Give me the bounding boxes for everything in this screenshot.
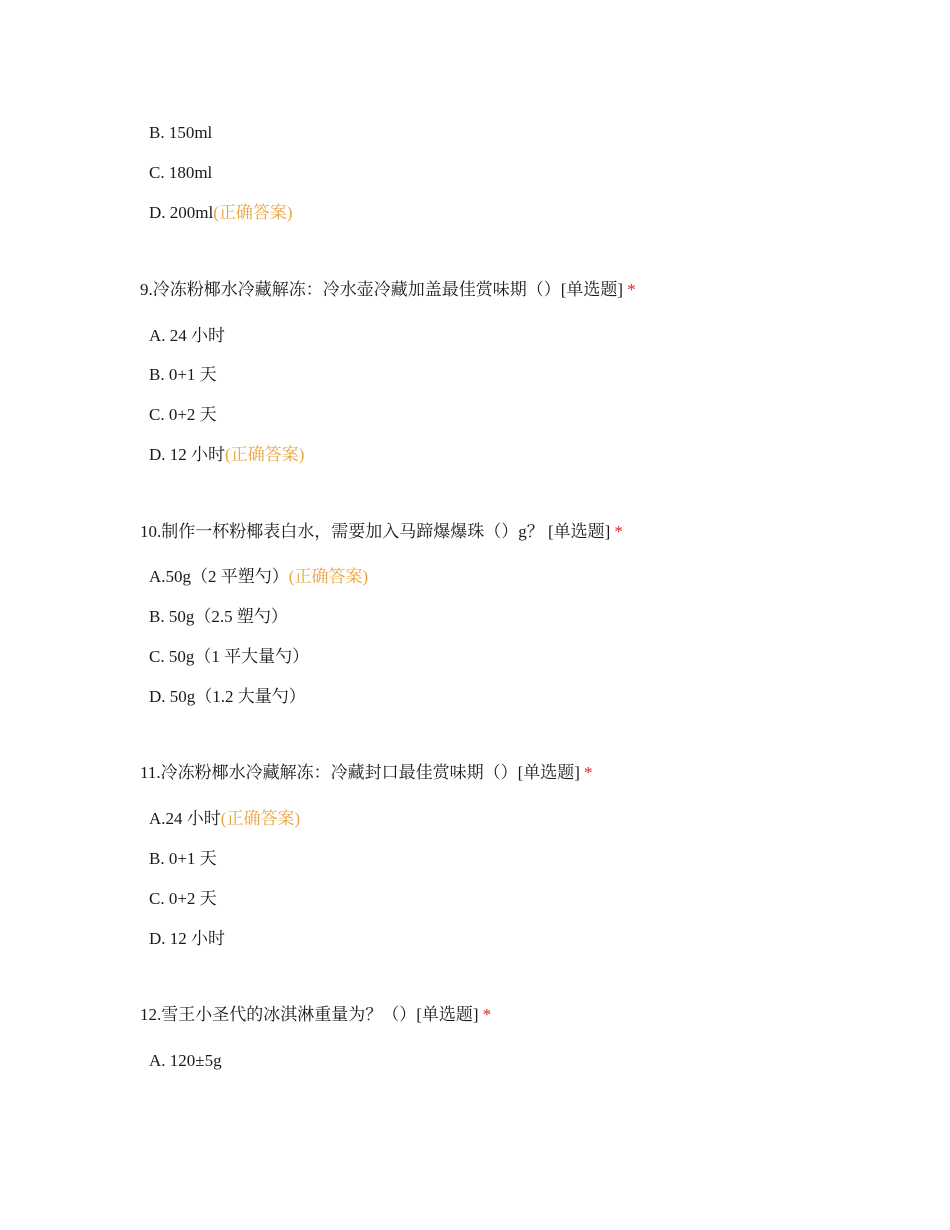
answer-option-text: D. 12 小时 — [149, 445, 226, 464]
answer-option — [149, 202, 293, 224]
answer-option — [149, 162, 212, 184]
answer-option — [149, 325, 225, 347]
question-title — [140, 762, 592, 784]
correct-answer-marker: (正确答案) — [288, 567, 369, 586]
answer-option — [149, 888, 217, 910]
answer-option-text: A.50g（2 平塑勺） — [149, 567, 289, 586]
answer-option — [149, 808, 300, 830]
answer-option — [149, 646, 309, 668]
question-title — [140, 1004, 491, 1026]
required-marker: * — [482, 1005, 492, 1024]
answer-option — [149, 848, 217, 870]
correct-answer-marker: (正确答案) — [213, 203, 293, 222]
answer-option — [149, 1050, 222, 1072]
answer-option-text: B. 0+1 天 — [149, 365, 217, 384]
answer-option — [149, 686, 306, 708]
answer-option-text: A. 24 小时 — [149, 326, 226, 345]
answer-option-text: B. 0+1 天 — [149, 849, 217, 868]
question-text: 12.雪王小圣代的冰淇淋重量为？（）[单选题] — [140, 1005, 479, 1024]
answer-option-text: C. 0+2 天 — [149, 889, 217, 908]
correct-answer-marker: (正确答案) — [225, 445, 305, 464]
required-marker: * — [583, 763, 593, 782]
required-marker: * — [614, 522, 623, 541]
answer-option-text: A.24 小时 — [149, 809, 221, 828]
answer-option-text: D. 12 小时 — [149, 929, 226, 948]
question-text: 11.冷冻粉椰水冷藏解冻：冷藏封口最佳赏味期（）[单选题] — [140, 763, 580, 782]
correct-answer-marker: (正确答案) — [220, 809, 301, 828]
answer-option-text: A. 120±5g — [149, 1051, 222, 1070]
answer-option-text: B. 150ml — [149, 123, 213, 142]
answer-option-text: D. 200ml — [149, 203, 214, 222]
answer-option-text: B. 50g（2.5 塑勺） — [149, 607, 288, 626]
answer-option-text: C. 50g（1 平大量勺） — [149, 647, 310, 666]
answer-option — [149, 364, 217, 386]
question-title — [140, 279, 636, 301]
answer-option — [149, 566, 368, 588]
answer-option-text: C. 0+2 天 — [149, 405, 217, 424]
question-text: 9.冷冻粉椰水冷藏解冻：冷水壶冷藏加盖最佳赏味期（）[单选题] — [140, 280, 624, 299]
answer-option-text: C. 180ml — [149, 163, 213, 182]
answer-option — [149, 122, 212, 144]
required-marker: * — [627, 280, 636, 299]
answer-option — [149, 928, 225, 950]
answer-option — [149, 404, 217, 426]
answer-option — [149, 606, 288, 628]
answer-option — [149, 444, 304, 466]
answer-option-text: D. 50g（1.2 大量勺） — [149, 687, 306, 706]
question-text: 10.制作一杯粉椰表白水，需要加入马蹄爆爆珠（）g？ [单选题] — [140, 522, 611, 541]
question-title — [140, 521, 623, 543]
